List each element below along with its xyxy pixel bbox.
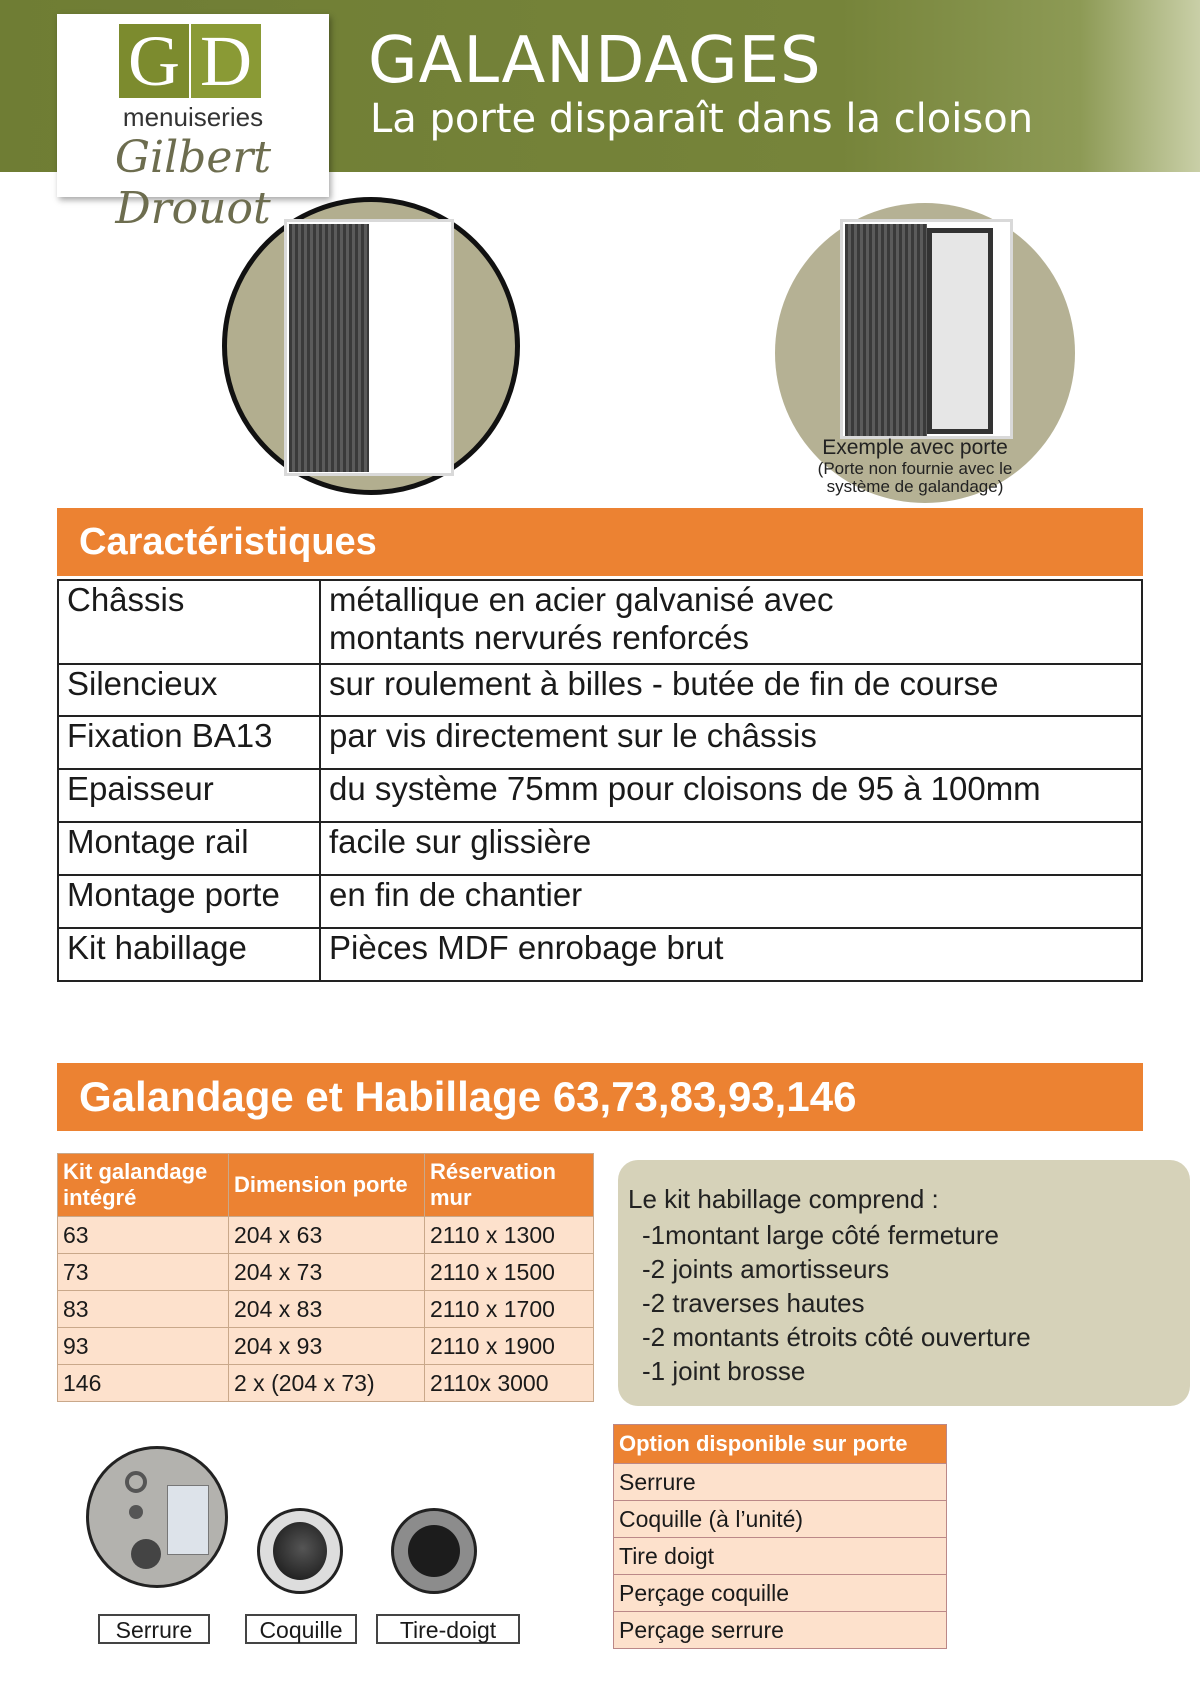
- table-row: [58, 580, 1142, 664]
- column-header-reservation: Réservation mur: [425, 1154, 594, 1217]
- row-value-line: montants nervurés renforcés: [329, 619, 750, 656]
- row-label: Silencieux: [58, 664, 320, 716]
- glazed-door: [927, 228, 993, 434]
- door-frame: [840, 219, 1013, 439]
- table-row: [614, 1575, 947, 1612]
- door-frame: [284, 219, 454, 476]
- cell-dimension: 204 x 63: [229, 1217, 425, 1254]
- galandage-table: [57, 1153, 594, 1402]
- option-item: Perçage coquille: [614, 1575, 947, 1612]
- table-row: [614, 1464, 947, 1501]
- coquille-icon: [257, 1508, 343, 1594]
- cell-reservation: 2110 x 1700: [425, 1291, 594, 1328]
- row-value: en fin de chantier: [320, 875, 1142, 928]
- row-value: du système 75mm pour cloisons de 95 à 100mm: [320, 769, 1142, 822]
- caption-note-1: (Porte non fournie avec le: [817, 459, 1013, 478]
- option-item: Coquille (à l’unité): [614, 1501, 947, 1538]
- row-value: Pièces MDF enrobage brut: [320, 928, 1142, 981]
- options-table: [613, 1424, 947, 1649]
- image-caption: [780, 436, 1050, 496]
- table-row: [58, 1217, 594, 1254]
- row-value: [320, 580, 1142, 664]
- caption-note-2: système de galandage): [826, 477, 1004, 496]
- slatted-panel: [845, 224, 927, 436]
- table-row: [58, 1328, 594, 1365]
- column-header-dimension: Dimension porte: [229, 1154, 425, 1217]
- coquille-label: Coquille: [245, 1614, 357, 1644]
- galandage-frame-image: [222, 197, 520, 495]
- table-row: [614, 1612, 947, 1649]
- cell-dimension: 204 x 93: [229, 1328, 425, 1365]
- list-item: -1 joint brosse: [642, 1356, 806, 1386]
- table-header-row: [58, 1154, 594, 1217]
- cell-reservation: 2110x 3000: [425, 1365, 594, 1402]
- table-row: [58, 928, 1142, 981]
- table-row: [58, 1365, 594, 1402]
- lock-icon: [86, 1446, 228, 1588]
- kit-habillage-title: Le kit habillage comprend :: [628, 1184, 939, 1214]
- table-header-row: [614, 1425, 947, 1464]
- row-label: Montage porte: [58, 875, 320, 928]
- row-value: sur roulement à billes - butée de fin de course: [320, 664, 1142, 716]
- logo-menuiseries: menuiseries: [122, 102, 264, 132]
- kit-habillage-panel: [618, 1160, 1190, 1406]
- table-row: [58, 1254, 594, 1291]
- row-label: Montage rail: [58, 822, 320, 875]
- table-row: [58, 1291, 594, 1328]
- table-row: [58, 716, 1142, 769]
- row-label: Epaisseur: [58, 769, 320, 822]
- serrure-label: Serrure: [98, 1614, 210, 1644]
- company-logo: [57, 14, 329, 234]
- row-value: facile sur glissière: [320, 822, 1142, 875]
- table-row: [58, 769, 1142, 822]
- tire-doigt-icon: [391, 1508, 477, 1594]
- cell-reservation: 2110 x 1900: [425, 1328, 594, 1365]
- option-item: Perçage serrure: [614, 1612, 947, 1649]
- page-subtitle: La porte disparaît dans la cloison: [370, 96, 1034, 142]
- options-heading: Option disponible sur porte: [614, 1425, 947, 1464]
- tire-doigt-label: Tire-doigt: [376, 1614, 520, 1644]
- cell-reservation: 2110 x 1500: [425, 1254, 594, 1291]
- row-value: par vis directement sur le châssis: [320, 716, 1142, 769]
- cell-kit: 83: [58, 1291, 229, 1328]
- table-row: [58, 875, 1142, 928]
- section-heading-galandage: Galandage et Habillage 63,73,83,93,146: [57, 1063, 1143, 1131]
- list-item: -2 joints amortisseurs: [642, 1254, 890, 1284]
- cell-kit: 93: [58, 1328, 229, 1365]
- cell-dimension: 204 x 83: [229, 1291, 425, 1328]
- table-row: [614, 1538, 947, 1575]
- list-item: -2 traverses hautes: [642, 1288, 865, 1318]
- row-label: Fixation BA13: [58, 716, 320, 769]
- logo-letter-d: D: [191, 24, 261, 98]
- cell-kit: 63: [58, 1217, 229, 1254]
- column-header-kit: Kit galandage intégré: [58, 1154, 229, 1217]
- slatted-panel: [289, 224, 369, 472]
- list-item: -2 montants étroits côté ouverture: [642, 1322, 1031, 1352]
- row-label: Châssis: [58, 580, 320, 664]
- section-heading-caracteristiques: Caractéristiques: [57, 508, 1143, 576]
- caracteristiques-table: [57, 579, 1143, 982]
- table-row: [58, 822, 1142, 875]
- page-title: GALANDAGES: [368, 24, 822, 98]
- table-row: [614, 1501, 947, 1538]
- kit-habillage-list: [642, 1218, 1031, 1388]
- cell-dimension: 204 x 73: [229, 1254, 425, 1291]
- cell-kit: 146: [58, 1365, 229, 1402]
- option-item: Serrure: [614, 1464, 947, 1501]
- cell-kit: 73: [58, 1254, 229, 1291]
- cell-dimension: 2 x (204 x 73): [229, 1365, 425, 1402]
- row-value-line: métallique en acier galvanisé avec: [329, 581, 834, 618]
- caption-main: Exemple avec porte: [822, 436, 1008, 459]
- logo-letter-g: G: [119, 24, 189, 98]
- option-item: Tire doigt: [614, 1538, 947, 1575]
- list-item: -1montant large côté fermeture: [642, 1220, 999, 1250]
- logo-signature: Gilbert Drouot: [114, 132, 272, 234]
- row-label: Kit habillage: [58, 928, 320, 981]
- table-row: [58, 664, 1142, 716]
- cell-reservation: 2110 x 1300: [425, 1217, 594, 1254]
